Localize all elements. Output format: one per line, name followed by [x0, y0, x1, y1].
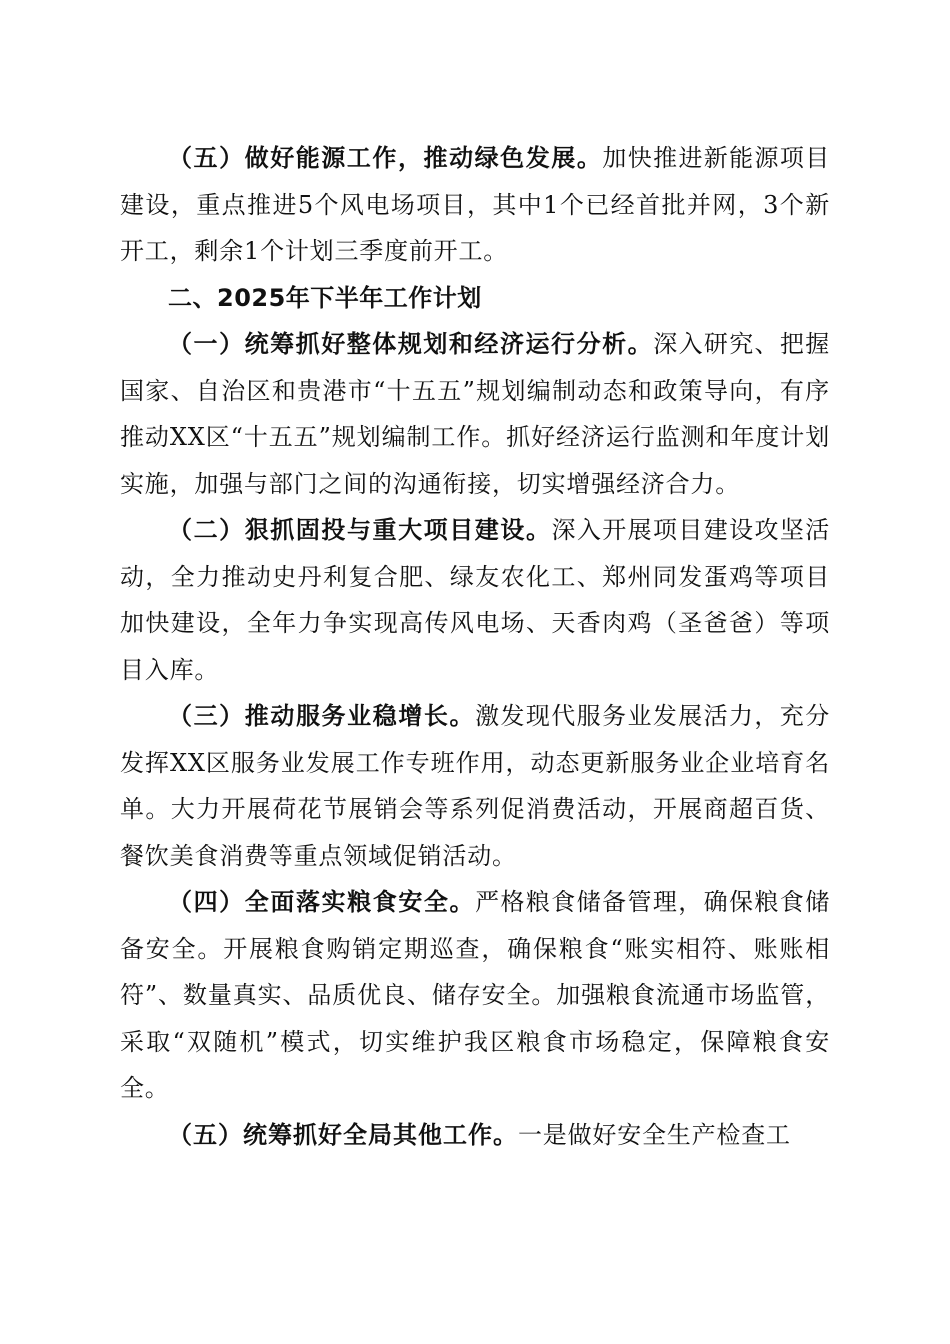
paragraph-investment	[120, 507, 830, 693]
paragraph-text: 一是做好安全生产检查工	[518, 1120, 791, 1149]
paragraph-planning	[120, 321, 830, 507]
paragraph-lead: （五）做好能源工作，推动绿色发展。	[168, 144, 603, 172]
paragraph-lead: （四）全面落实粮食安全。	[168, 888, 476, 916]
paragraph-energy	[120, 135, 830, 275]
document-body	[120, 135, 830, 1158]
paragraph-text: 激发现代服务业发展活力，充分发挥XX区服务业发展工作专班作用，动态更新服务业企业培育名单。大力开展荷花节展销会等系列促消费活动，开展商超百货、餐饮美食消费等重点领域促销活动。	[120, 702, 831, 870]
paragraph-lead: （二）狠抓固投与重大项目建设。	[168, 516, 552, 544]
paragraph-lead: （三）推动服务业稳增长。	[168, 702, 476, 730]
paragraph-grain-security	[120, 879, 830, 1112]
paragraph-text: 深入开展项目建设攻坚活动，全力推动史丹利复合肥、绿友农化工、郑州同发蛋鸡等项目加快建设，全年力争实现高传风电场、天香肉鸡（圣爸爸）等项目入库。	[120, 516, 830, 684]
paragraph-text: 加快推进新能源项目建设，重点推进5个风电场项目，其中1个已经首批并网，3个新开工，剩余1个计划三季度前开工。	[120, 144, 831, 265]
paragraph-text: 深入研究、把握国家、自治区和贵港市“十五五”规划编制动态和政策导向，有序推动XX区“十五五”规划编制工作。抓好经济运行监测和年度计划实施，加强与部门之间的沟通衔接，切实增强经济合力。	[120, 330, 831, 498]
paragraph-text: 严格粮食储备管理，确保粮食储备安全。开展粮食购销定期巡查，确保粮食“账实相符、账账相符”、数量真实、品质优良、储存安全。加强粮食流通市场监管，采取“双随机”模式，切实维护我区粮食市场稳定，保障粮食安全。	[120, 888, 831, 1102]
section-heading: 二、2025年下半年工作计划	[168, 283, 482, 312]
paragraph-lead: （一）统筹抓好整体规划和经济运行分析。	[168, 330, 654, 358]
paragraph-lead: （五）统筹抓好全局其他工作。	[168, 1120, 518, 1149]
paragraph-services	[120, 693, 830, 879]
paragraph-other-work	[120, 1112, 830, 1159]
